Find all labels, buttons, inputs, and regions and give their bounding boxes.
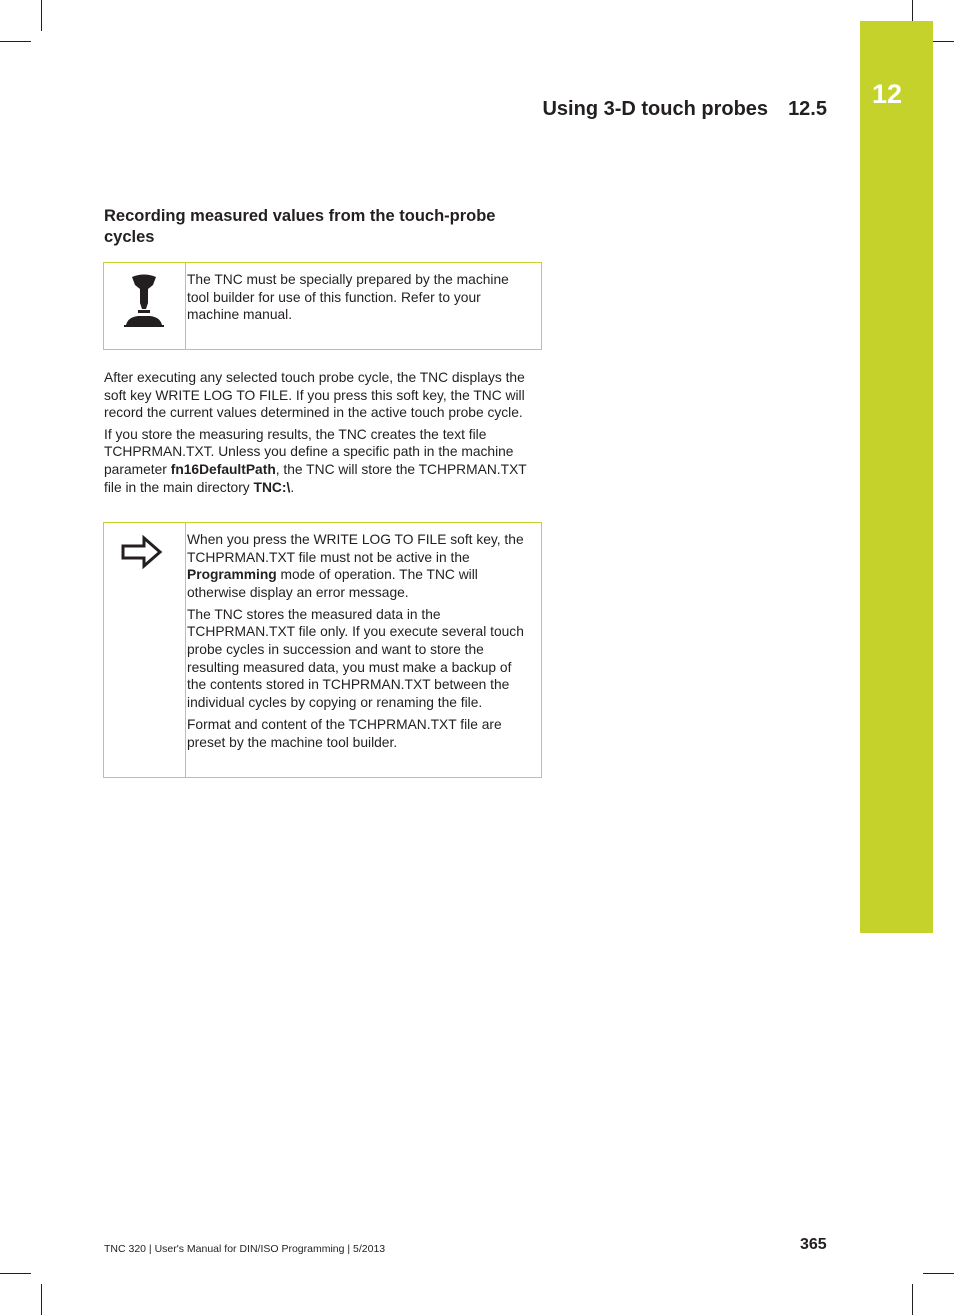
directory-name: TNC:\: [253, 479, 291, 495]
page-number: 365: [800, 1236, 827, 1253]
machine-note-box: [103, 262, 542, 350]
note-divider: [185, 522, 186, 778]
note-text-span: When you press the WRITE LOG TO FILE soft key, the TCHPRMAN.TXT file must not be active in the: [187, 532, 524, 565]
info-note-box: [103, 522, 542, 778]
note-divider: [185, 262, 186, 350]
note-paragraph: The TNC must be specially prepared by the machine tool builder for use of this function. Refer to your machine manual.: [187, 272, 509, 323]
note-paragraph: [187, 531, 533, 601]
mode-name: Programming: [187, 567, 277, 583]
note-paragraph: Format and content of the TCHPRMAN.TXT file are preset by the machine tool builder.: [187, 716, 502, 750]
paragraph-text: If you store the measuring results, the TNC creates the text file TCHPRMAN.TXT. Unless you define a specific path in the machine parameter: [104, 426, 514, 477]
note-text: [187, 531, 533, 756]
crop-mark: [0, 1273, 31, 1274]
crop-mark: [41, 0, 42, 31]
running-header-section: 12.5: [788, 98, 827, 120]
parameter-name: fn16DefaultPath: [170, 461, 276, 477]
paragraph: After executing any selected touch probe cycle, the TNC displays the soft key WRITE LOG TO FILE. If you press this soft key, the TNC will record the current values determined in the active touch probe cycle.: [104, 370, 525, 421]
crop-mark: [0, 41, 31, 42]
chapter-number: 12: [871, 79, 903, 109]
running-header-title: Using 3-D touch probes: [542, 98, 769, 120]
note-text: [187, 271, 533, 328]
crop-mark: [41, 1284, 42, 1315]
crop-mark: [933, 41, 954, 42]
paragraph-text: , the TNC will store the TCHPRMAN.TXT file in the main directory: [104, 461, 527, 495]
crop-mark: [912, 0, 913, 21]
chapter-tab: [860, 21, 933, 933]
running-header: [542, 98, 827, 121]
crop-mark: [923, 1273, 954, 1274]
note-paragraph: The TNC stores the measured data in the TCHPRMAN.TXT file only. If you execute several touch probe cycles in succession and want to store the resulting measured data, you must make a backup of the contents stored in TCHPRMAN.TXT between the individual cycles by copying or renaming the file.: [187, 606, 524, 710]
arrow-right-icon: [120, 535, 164, 574]
section-heading: Recording measured values from the touch-probe cycles: [104, 207, 496, 246]
machine-manual-icon: [120, 273, 168, 334]
body-text: [104, 369, 534, 500]
note-text-span: mode of operation. The TNC will otherwise display an error message.: [187, 567, 478, 600]
paragraph-text: .: [290, 479, 295, 495]
paragraph: [104, 426, 534, 496]
footer-text: TNC 320 | User's Manual for DIN/ISO Programming | 5/2013: [104, 1243, 386, 1255]
crop-mark: [912, 1284, 913, 1315]
